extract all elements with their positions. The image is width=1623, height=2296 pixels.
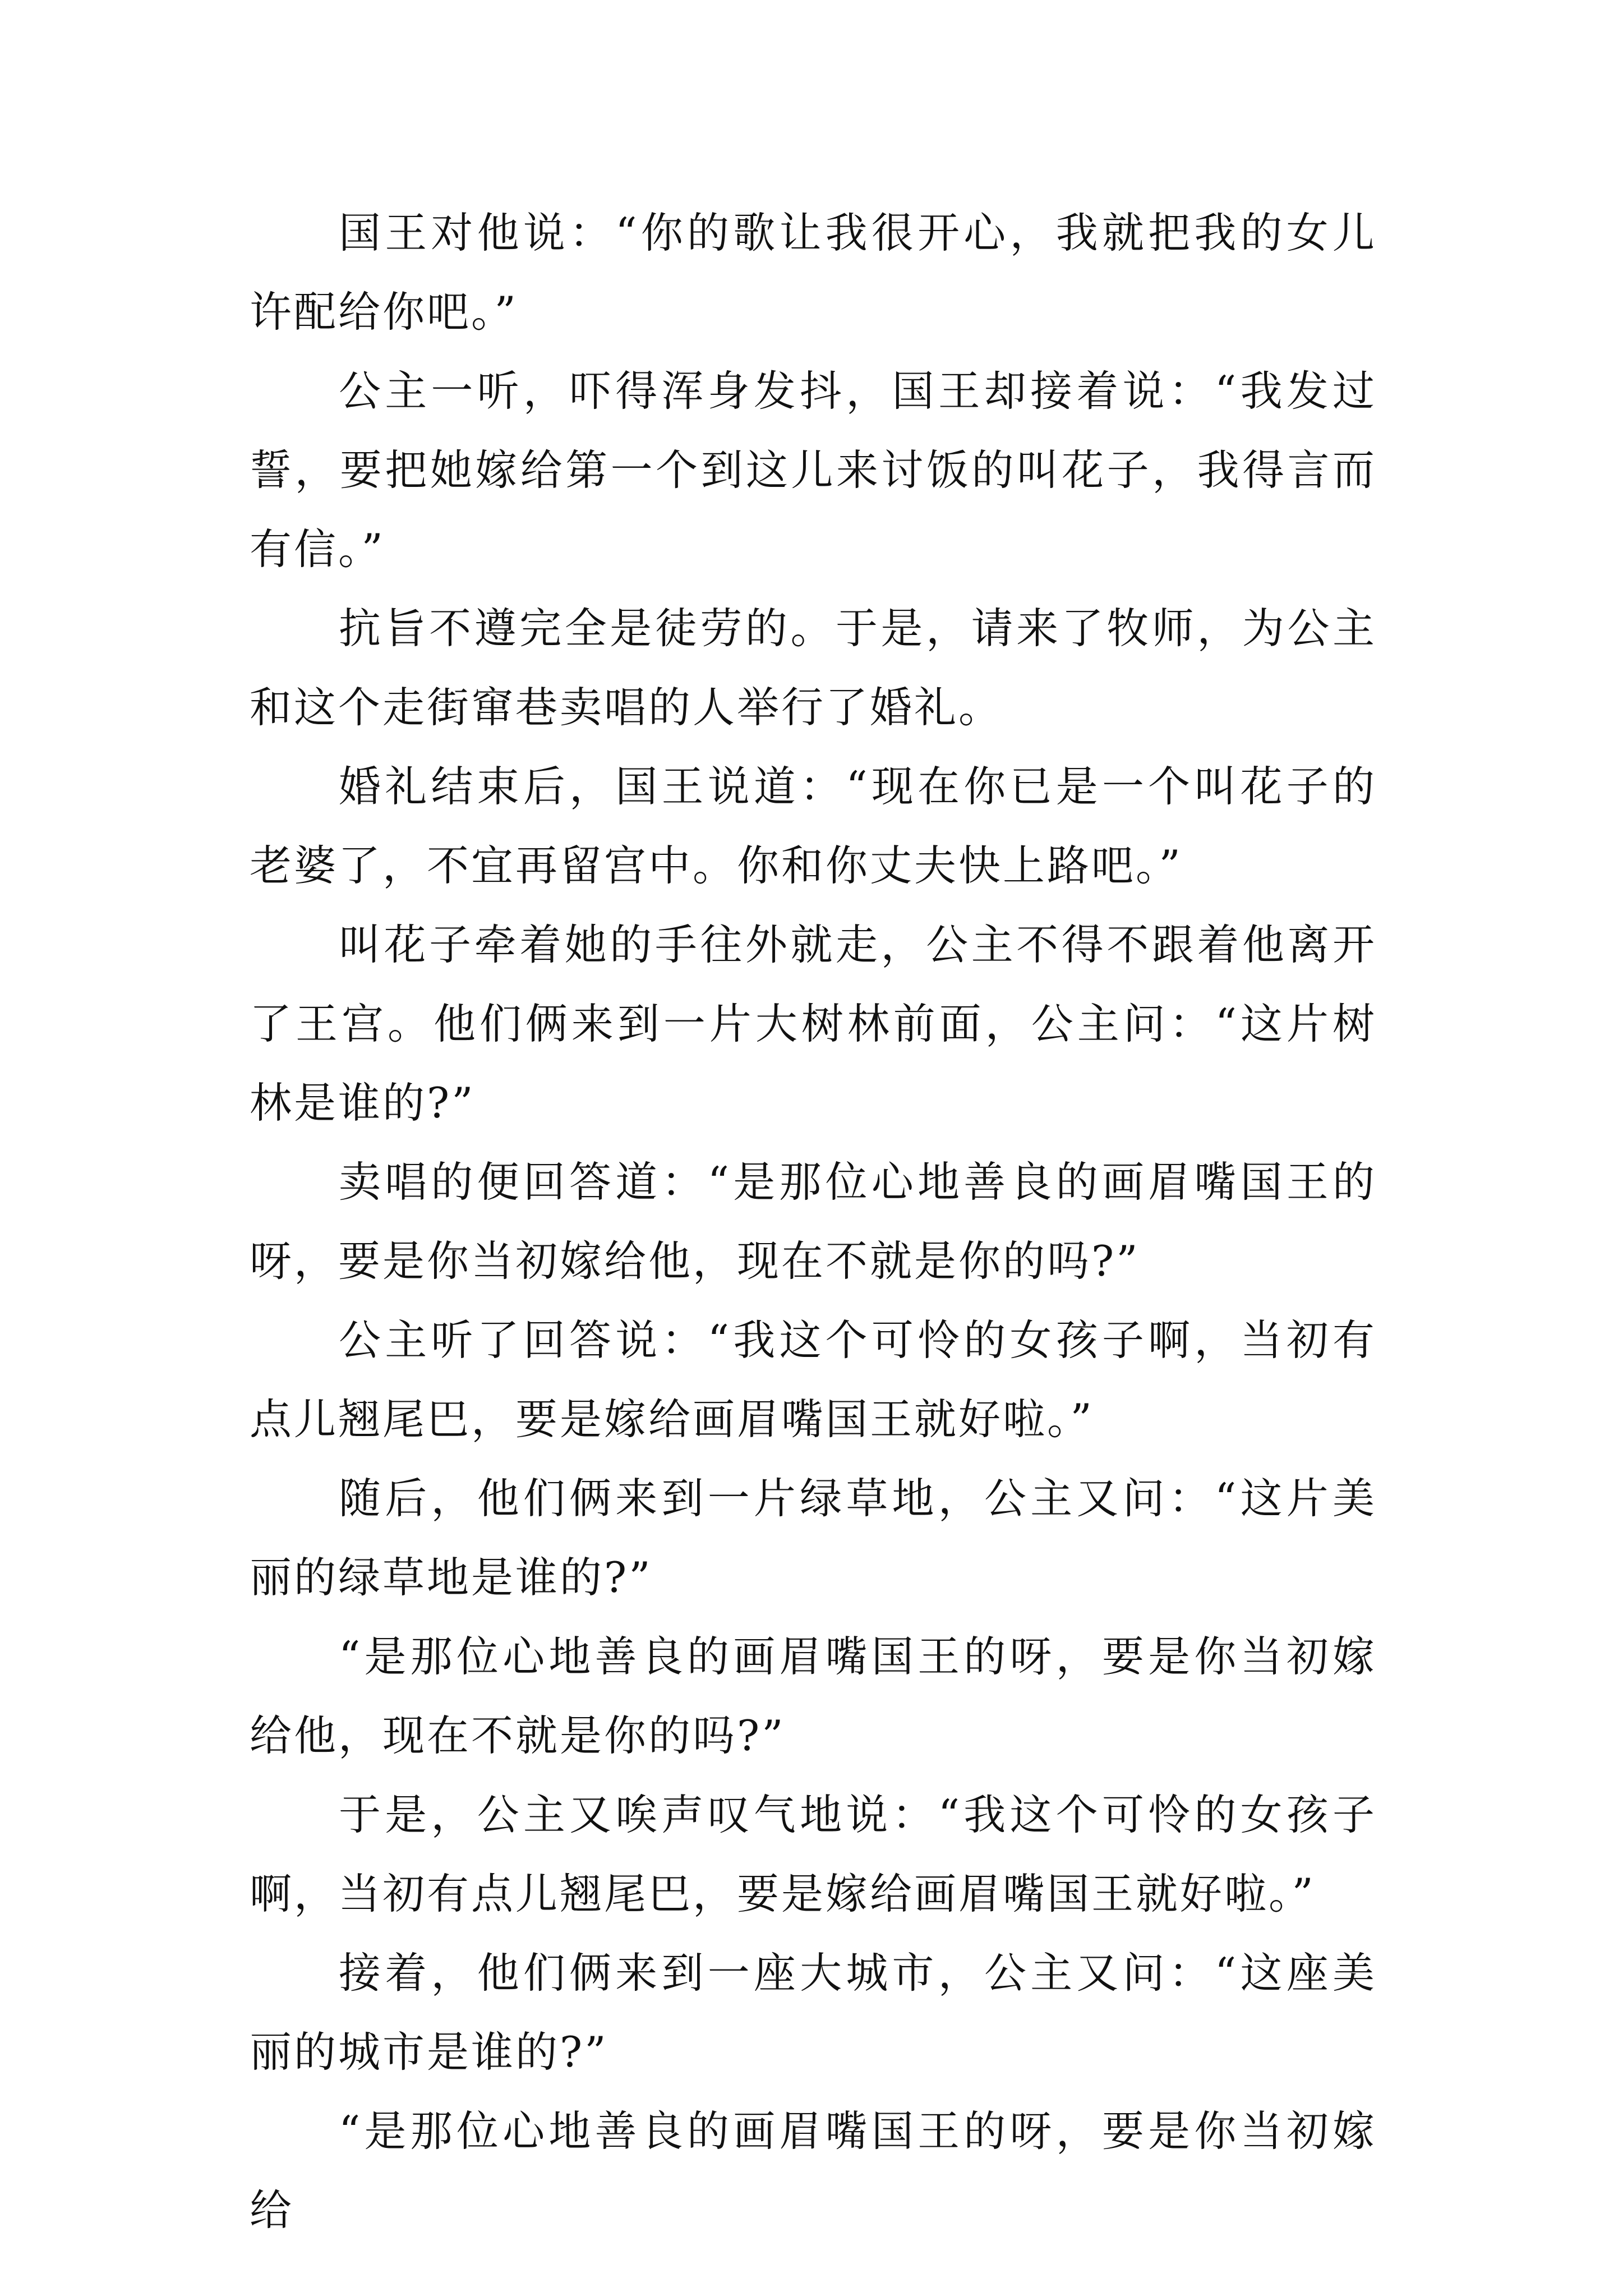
paragraph: “是那位心地善良的画眉嘴国王的呀，要是你当初嫁给: [250, 2106, 1377, 2235]
story-text: [250, 194, 1377, 2250]
paragraph: 国王对他说：“你的歌让我很开心，我就把我的女儿许配给你吧。”: [250, 208, 1377, 337]
paragraph: 婚礼结束后，国王说道：“现在你已是一个叫花子的老婆了，不宜再留宫中。你和你丈夫快上路吧。”: [250, 762, 1377, 890]
paragraph: 随后，他们俩来到一片绿草地，公主又问：“这片美丽的绿草地是谁的?”: [250, 1474, 1377, 1602]
paragraph: 叫花子牵着她的手往外就走，公主不得不跟着他离开了王宫。他们俩来到一片大树林前面，公主问：“这片树林是谁的?”: [250, 920, 1377, 1128]
paragraph: 抗旨不遵完全是徒劳的。于是，请来了牧师，为公主和这个走街窜巷卖唱的人举行了婚礼。: [250, 604, 1377, 732]
paragraph: 公主听了回答说：“我这个可怜的女孩子啊，当初有点儿翘尾巴，要是嫁给画眉嘴国王就好啦。”: [250, 1315, 1377, 1444]
paragraph: “是那位心地善良的画眉嘴国王的呀，要是你当初嫁给他，现在不就是你的吗?”: [250, 1632, 1377, 1760]
paragraph: 公主一听，吓得浑身发抖，国王却接着说：“我发过誓，要把她嫁给第一个到这儿来讨饭的叫花子，我得言而有信。”: [250, 366, 1377, 574]
paragraph: 卖唱的便回答道：“是那位心地善良的画眉嘴国王的呀，要是你当初嫁给他，现在不就是你的吗?”: [250, 1157, 1377, 1286]
paragraph: 接着，他们俩来到一座大城市，公主又问：“这座美丽的城市是谁的?”: [250, 1948, 1377, 2077]
paragraph: 于是，公主又唉声叹气地说：“我这个可怜的女孩子啊，当初有点儿翘尾巴，要是嫁给画眉嘴国王就好啦。”: [250, 1790, 1377, 1918]
